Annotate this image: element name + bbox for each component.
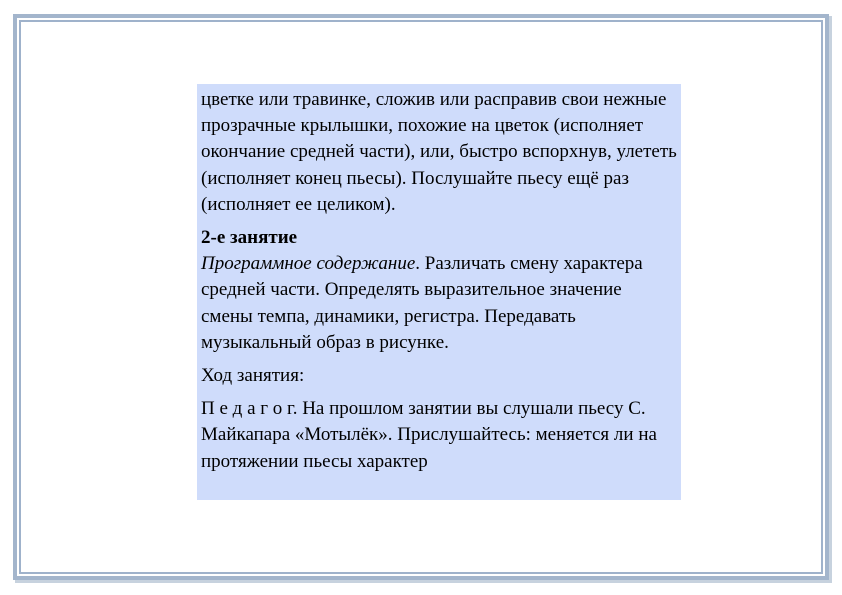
frame-shadow-bottom — [15, 580, 832, 583]
paragraph-continuation: цветке или травинке, сложив или расправив свои нежные прозрачные крылышки, похожие на цветок (исполняет окончание средней части), или, быстро вспорхнув, улететь (исполняет конец пьесы). Послушайте пьесу ещё раз (исполняет ее целиком). — [201, 89, 677, 215]
lesson-course: Ход занятия: — [201, 365, 305, 387]
teacher-paragraph — [201, 396, 677, 475]
lesson-heading: 2-е занятие — [201, 227, 298, 249]
program-paragraph — [201, 251, 677, 356]
program-text: . Различать смену характера средней части. Определять выразительное значение смены темпа, динамики, регистра. Передавать музыкальный образ в рисунке. — [201, 253, 643, 353]
program-label: Программное содержание — [201, 253, 416, 275]
frame-shadow-right — [829, 16, 832, 582]
text-box — [197, 84, 681, 500]
teacher-text: На прошлом занятии вы слушали пьесу С. Майкапара «Мотылёк». Прислушайтесь: меняется ли на протяжении пьесы характер — [201, 398, 657, 472]
teacher-label: П е д а г о г. — [201, 398, 298, 420]
